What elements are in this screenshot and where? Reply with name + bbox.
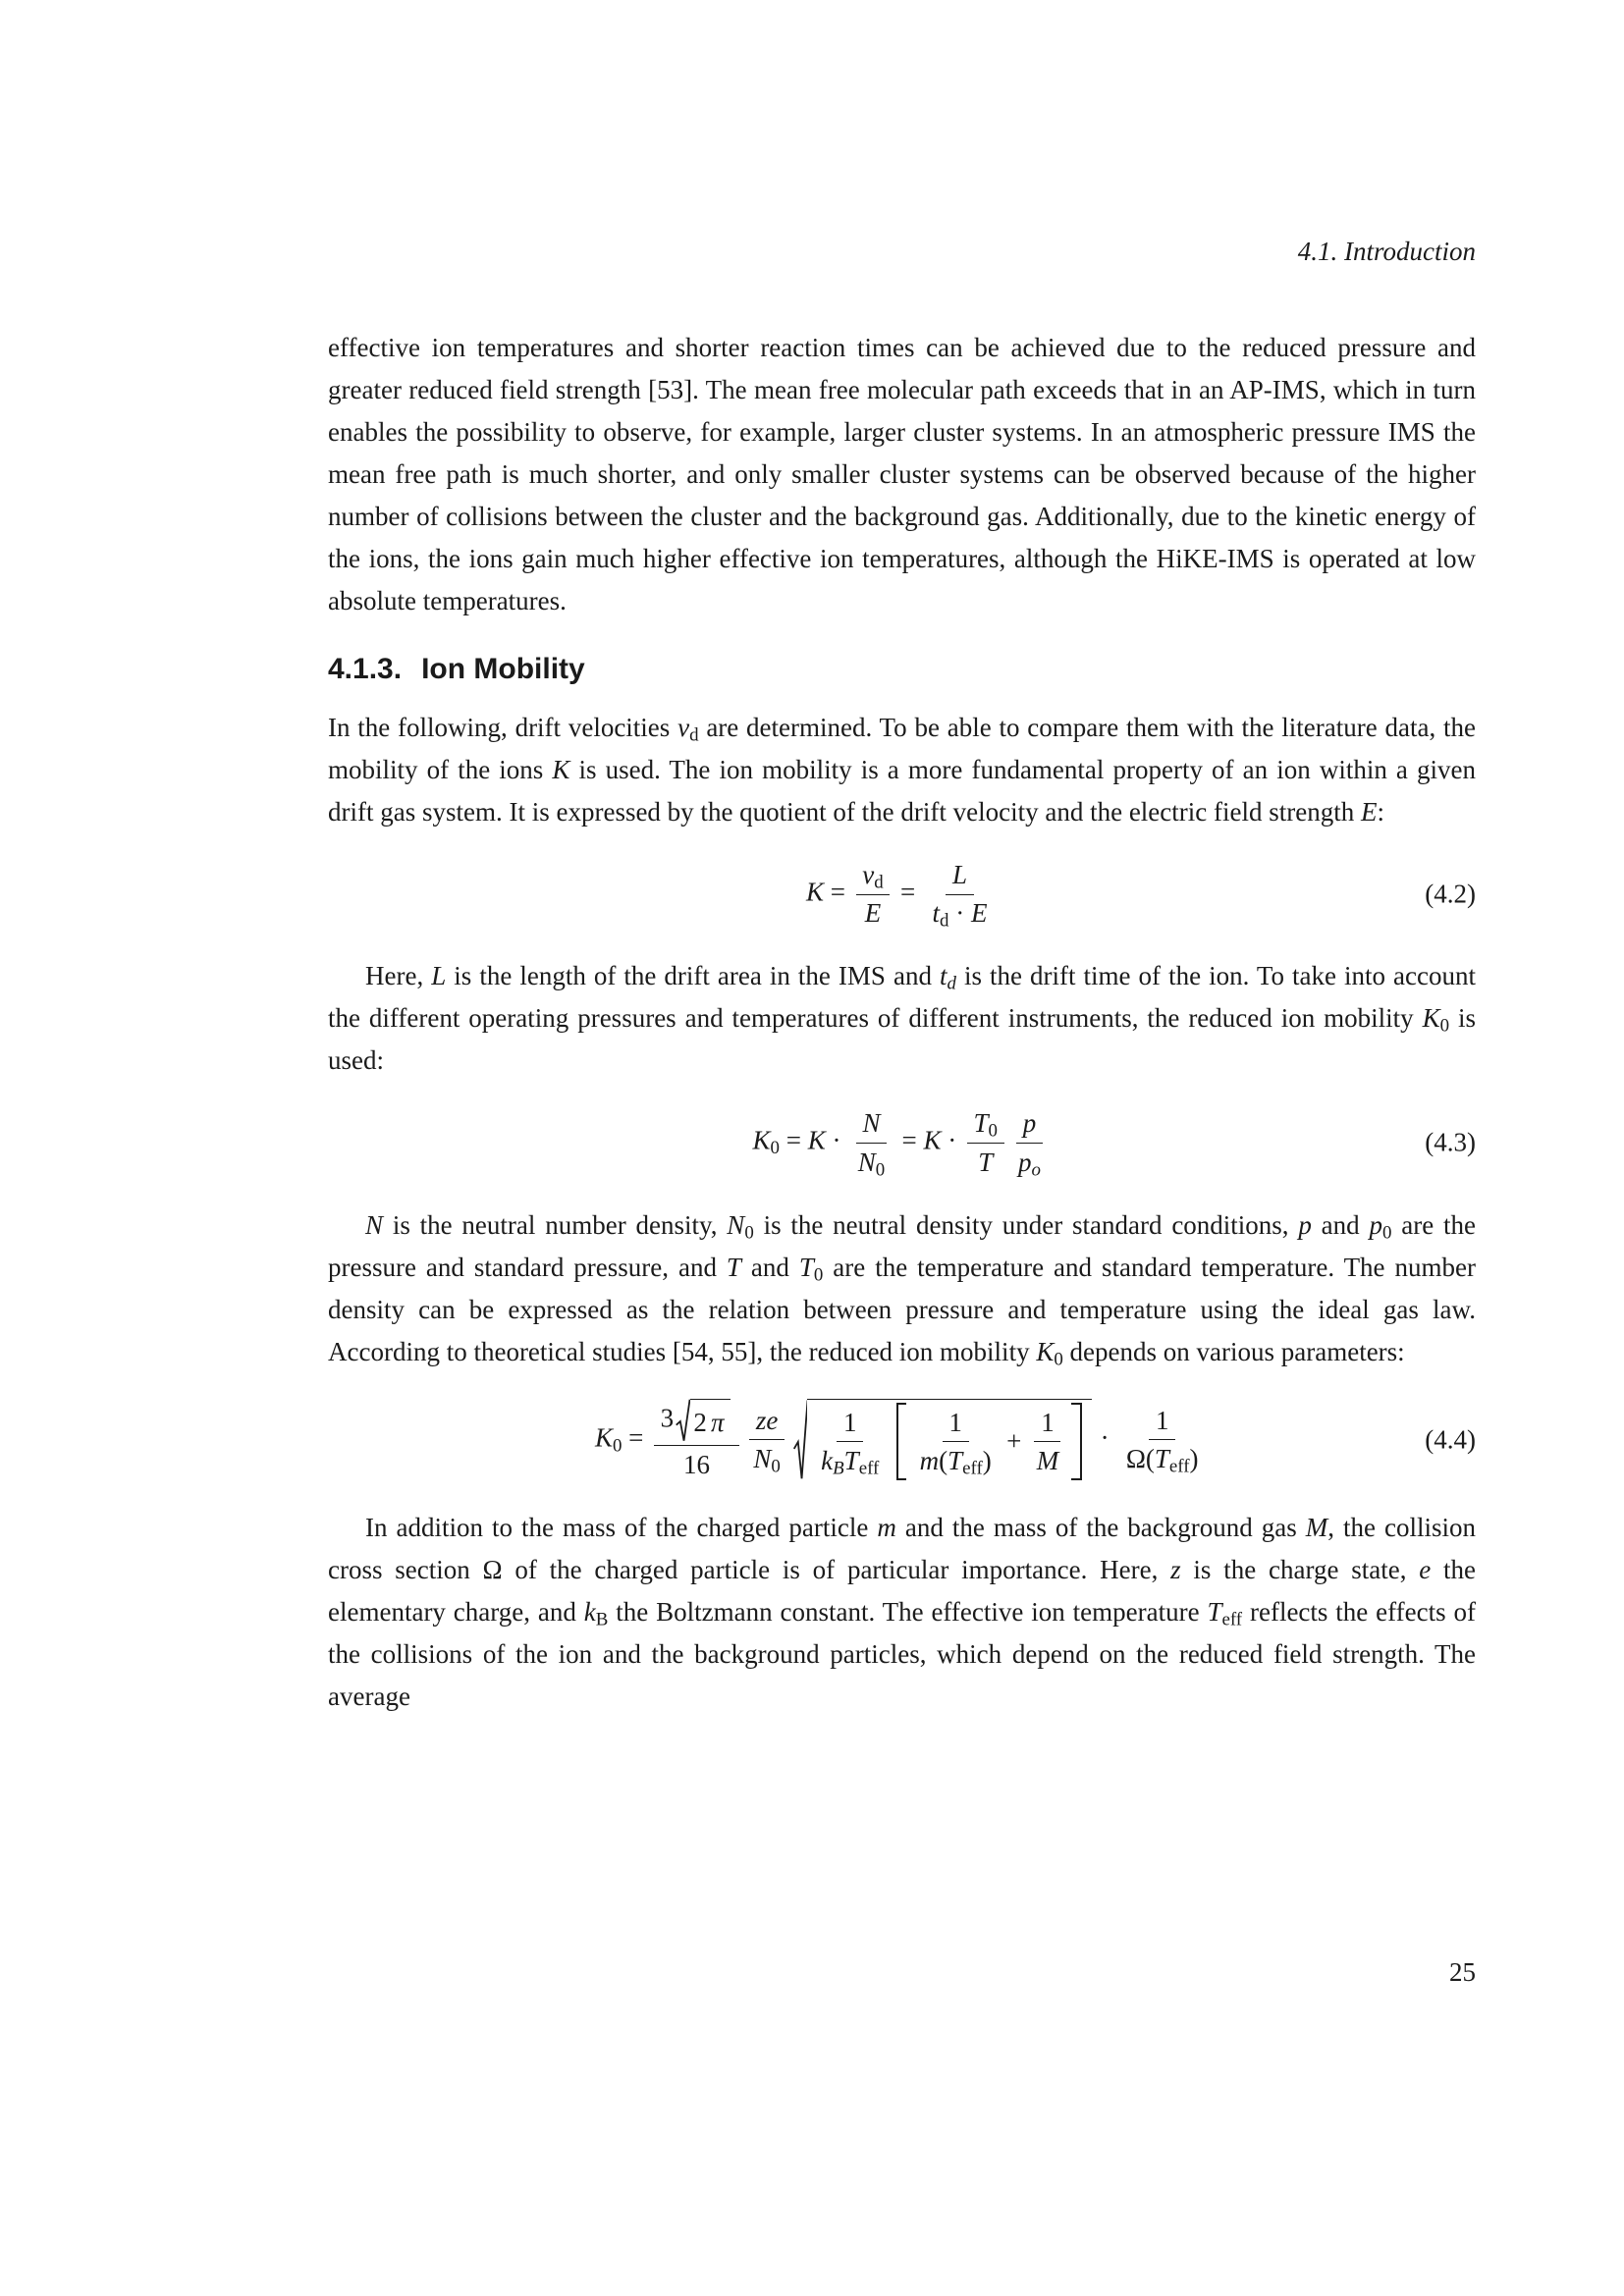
math-sb: 0 xyxy=(875,1159,886,1181)
math-sqrt xyxy=(793,1399,1092,1482)
math-sb: 0 xyxy=(988,1120,998,1142)
math-i: p xyxy=(1022,1108,1037,1139)
math-sb: 0 xyxy=(1054,1349,1063,1370)
math-i: T xyxy=(1154,1444,1169,1474)
math-i: z xyxy=(755,1405,767,1435)
paragraph-ion-mobility-intro: In the following, drift velocities vd are determined. To be able to compare them with the literature data, the mobility of the ions K is used. The ion mobility is a more fundamental property of an ion within a given drift gas system. It is expressed by the quotient of the drift velocity and the electric field strength E: xyxy=(328,713,1477,827)
math-i: e xyxy=(1419,1555,1432,1585)
math-sb: d xyxy=(940,911,949,933)
math-si: o xyxy=(1031,1159,1041,1181)
math-sb: 0 xyxy=(1381,1222,1392,1244)
paragraph-collision-cross-section: In addition to the mass of the charged particle m and the mass of the background gas M, the collision cross section Ω of the charged particle is of particular importance. Here, z is the charge state, e the elementary charge, and kB the Boltzmann constant. The effective ion temperature Teff reflects the effects of the collisions of the ion and the background particles, which depend on the reduced field strength. The average xyxy=(328,1513,1476,1712)
equation-4-2-number: (4.2) xyxy=(1425,879,1476,909)
math-i: e xyxy=(766,1405,779,1435)
page-content xyxy=(328,231,1476,1718)
math-sb: eff xyxy=(962,1458,983,1479)
math-i: p xyxy=(1298,1209,1312,1240)
math-i: M xyxy=(1036,1445,1059,1475)
math-sb: 0 xyxy=(771,1456,781,1477)
math-i: v xyxy=(862,860,875,889)
math-i: m xyxy=(877,1513,896,1543)
math-brk: $\frac{1}{\text{m(Teff)}}$ + $\frac{1}{M}$ xyxy=(896,1403,1082,1480)
math-frac xyxy=(856,859,891,930)
math-sb: 0 xyxy=(813,1264,824,1286)
math-i: N xyxy=(365,1209,384,1240)
math-frac: $\frac{1}{\text{kBTeff}}$ xyxy=(821,1407,880,1479)
math-sb: 0 xyxy=(744,1222,754,1244)
math-i: T xyxy=(798,1252,814,1282)
math-i: K xyxy=(752,1125,771,1155)
math-sb: d xyxy=(874,872,884,893)
math-i: p xyxy=(1018,1147,1032,1177)
math-i: K xyxy=(1036,1336,1055,1366)
math-i: T xyxy=(973,1108,989,1139)
math-i: T xyxy=(947,1445,963,1475)
paragraph-drift-length: Here, L is the length of the drift area in the IMS and td is the drift time of the ion. To take into account the different operating pressures and temperatures of different instruments, the reduced ion mobility K0 is used: xyxy=(328,961,1477,1076)
math-sb: eff xyxy=(1221,1610,1243,1631)
math-i: E xyxy=(1360,797,1378,827)
math-sb: 0 xyxy=(612,1434,623,1456)
equation-4-3 xyxy=(328,1107,1476,1181)
math-i: L xyxy=(431,961,447,991)
math-i: K xyxy=(1422,1003,1440,1034)
math-r: Ω xyxy=(482,1555,503,1585)
running-header-text: 4.1. Introduction xyxy=(1297,237,1476,266)
math-i: L xyxy=(951,860,967,889)
math-frac xyxy=(1011,1107,1047,1181)
math-sb: eff xyxy=(1168,1456,1190,1477)
math-i: m xyxy=(919,1445,940,1475)
math-frac: $\frac{1}{\text{Ω(Teff)}}$ xyxy=(1125,1405,1199,1477)
math-si: B xyxy=(833,1458,844,1479)
math-i: T xyxy=(1207,1597,1222,1628)
math-i: π xyxy=(710,1407,725,1437)
equation-4-2-body: K = $\frac{vd}{E}$ = $\frac{L}{td \cdot E}$ xyxy=(806,859,998,930)
page-number: 25 xyxy=(1449,1957,1476,1987)
subsection-heading xyxy=(328,650,1476,689)
math-i: t xyxy=(939,961,947,991)
math-frac xyxy=(747,1405,787,1475)
math-sb: 0 xyxy=(770,1138,780,1159)
math-frac xyxy=(967,1107,1004,1178)
equation-4-3-body: K0 = K · $\frac{N}{N0}$ = K · $\frac{T0}{T}$ $\frac{p}{po}$ xyxy=(753,1107,1052,1178)
equation-4-2 xyxy=(328,859,1476,933)
math-i: N xyxy=(753,1444,772,1474)
math-i: K xyxy=(923,1125,942,1155)
math-sb: d xyxy=(689,724,699,746)
math-frac xyxy=(851,1107,892,1181)
equation-4-3-number: (4.3) xyxy=(1425,1127,1476,1157)
equation-4-4-number: (4.4) xyxy=(1425,1424,1476,1455)
math-i: t xyxy=(932,898,940,929)
math-i: E xyxy=(864,898,882,929)
math-i: E xyxy=(970,898,988,929)
math-i: z xyxy=(1170,1555,1181,1585)
paragraph-intro-continuation: effective ion temperatures and shorter reaction times can be achieved due to the reduced pressure and greater reduced field strength [53]. The mean free molecular path exceeds that in an AP-IMS, which in turn enables the possibility to observe, for example, larger cluster systems. In an atmospheric pressure IMS the mean free path is much shorter, and only smaller cluster systems can be observed because of the higher number of collisions between the cluster and the background gas. Additionally, due to the kinetic energy of the ions, the ions gain much higher effective ion temperatures, although the HiKE-IMS is operated at low absolute temperatures. xyxy=(328,333,1476,615)
math-i: M xyxy=(1305,1513,1328,1543)
math-i: T xyxy=(726,1252,741,1282)
math-i: N xyxy=(857,1147,876,1177)
math-i: p xyxy=(1369,1209,1382,1240)
math-i: k xyxy=(583,1597,596,1628)
math-i: K xyxy=(594,1422,613,1453)
equation-4-4-body: K0 = 3 2 π 16 $\frac{ze}{N0}$ $\frac{1}{\text{kBTeff}}$ $\frac{1}{\text{m(Teff)}}$ + $\frac{1}{M}$ · $\frac{1}{\text{Ω(Teff)}}$ xyxy=(595,1399,1209,1482)
math-i: N xyxy=(727,1209,745,1240)
math-sb: 0 xyxy=(1439,1015,1450,1037)
math-frac: $\frac{1}{\text{m(Teff)}}$ xyxy=(919,1407,992,1479)
math-frac: $\frac{1}{M}$ xyxy=(1030,1407,1065,1477)
math-i: N xyxy=(862,1108,881,1139)
math-sqrt: 2 π xyxy=(676,1399,731,1443)
math-frac: 3 2 π 16 xyxy=(654,1399,739,1481)
math-i: T xyxy=(978,1147,994,1177)
subsection-title: Ion Mobility xyxy=(421,653,585,685)
math-sb: eff xyxy=(858,1458,880,1479)
equation-4-4 xyxy=(328,1399,1476,1482)
math-sb: B xyxy=(595,1610,609,1631)
math-i: K xyxy=(807,1125,826,1155)
math-i: K xyxy=(806,877,825,907)
math-i: v xyxy=(677,713,690,742)
math-i: T xyxy=(843,1445,859,1475)
paragraph-number-density: N is the neutral number density, N0 is the neutral density under standard conditions, p and p0 are the pressure and standard pressure, and T and T0 are the temperature and standard temperature. The number density can be expressed as the relation between pressure and temperature using the ideal gas law. According to theoretical studies [54, 55], the reduced ion mobility K0 depends on various parameters: xyxy=(328,1209,1476,1370)
running-header xyxy=(328,231,1476,273)
subsection-number: 4.1.3. xyxy=(328,653,403,685)
math-frac: $\frac{L}{td \cdot E}$ xyxy=(932,860,988,933)
math-i: k xyxy=(821,1445,834,1475)
math-i: K xyxy=(552,755,570,784)
math-si: d xyxy=(947,973,956,994)
